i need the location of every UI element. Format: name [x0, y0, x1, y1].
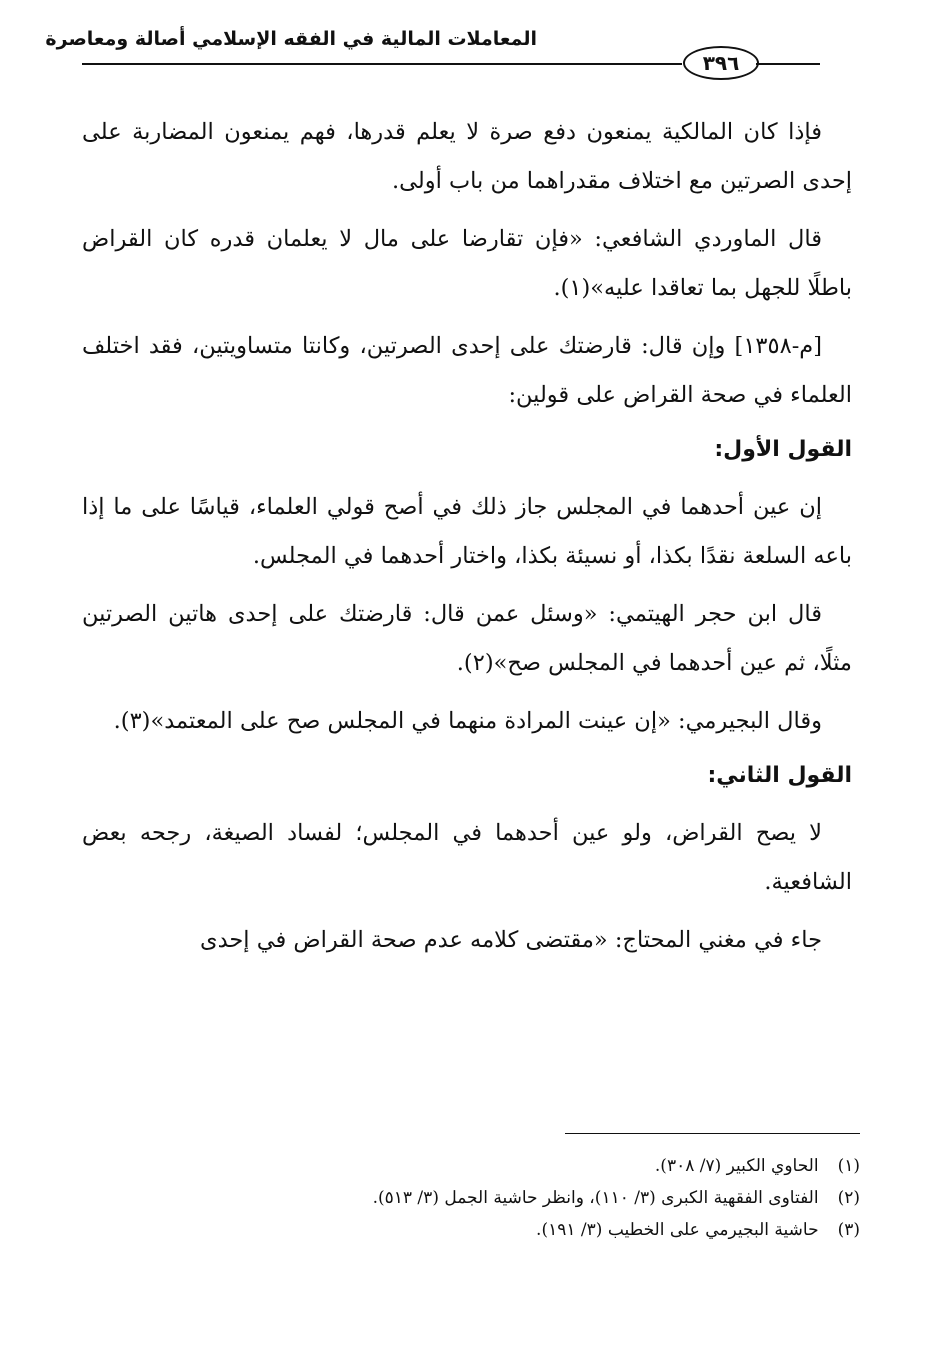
- paragraph-2: قال الماوردي الشافعي: «فإن تقارضا على مال لا يعلمان قدره كان القراض باطلًا للجهل بما تعاقدا عليه»(١).: [82, 226, 852, 301]
- header-rule-left: [82, 63, 682, 65]
- footnote-text: حاشية البجيرمي على الخطيب (٣/ ١٩١).: [536, 1220, 819, 1240]
- main-text: [82, 108, 852, 974]
- paragraph-4: إن عين أحدهما في المجلس جاز ذلك في أصح قولي العلماء، قياسًا على ما إذا باعه السلعة نقدًا بكذا، أو نسيئة بكذا، واختار أحدهما في المجلس.: [82, 494, 852, 569]
- footnote: [82, 1214, 860, 1246]
- footnote: [82, 1182, 860, 1214]
- footnotes: [82, 1150, 860, 1246]
- paragraph-8: جاء في مغني المحتاج: «مقتضى كلامه عدم صحة القراض في إحدى: [199, 927, 822, 953]
- header-rule-right: [756, 63, 820, 65]
- footnote: [82, 1150, 860, 1182]
- footnote-number: (١): [837, 1156, 860, 1176]
- heading-second-opinion: القول الثاني:: [707, 763, 852, 788]
- paragraph-3: [م-١٣٥٨] وإن قال: قارضتك على إحدى الصرتين، وكانتا متساويتين، فقد اختلف العلماء في صحة القراض على قولين:: [82, 333, 852, 408]
- running-title: المعاملات المالية في الفقه الإسلامي أصالة ومعاصرة: [45, 28, 537, 50]
- heading-first-opinion: القول الأول:: [714, 437, 852, 462]
- footnote-separator: [565, 1133, 860, 1134]
- footnote-text: الفتاوى الفقهية الكبرى (٣/ ١١٠)، وانظر حاشية الجمل (٣/ ٥١٣).: [372, 1188, 819, 1208]
- footnote-number: (٣): [837, 1220, 860, 1240]
- page-number: ٣٩٦: [683, 46, 759, 80]
- footnote-text: الحاوي الكبير (٧/ ٣٠٨).: [654, 1156, 819, 1176]
- paragraph-7: لا يصح القراض، ولو عين أحدهما في المجلس؛ لفساد الصيغة، رجحه بعض الشافعية.: [82, 820, 852, 895]
- paragraph-6: وقال البجيرمي: «إن عينت المرادة منهما في المجلس صح على المعتمد»(٣).: [113, 708, 822, 734]
- footnote-number: (٢): [837, 1188, 860, 1208]
- paragraph-1: فإذا كان المالكية يمنعون دفع صرة لا يعلم قدرها، فهم يمنعون المضاربة على إحدى الصرتين مع اختلاف مقدراهما من باب أولى.: [82, 119, 852, 194]
- paragraph-5: قال ابن حجر الهيتمي: «وسئل عمن قال: قارضتك على إحدى هاتين الصرتين مثلًا، ثم عين أحدهما في المجلس صح»(٢).: [82, 601, 852, 676]
